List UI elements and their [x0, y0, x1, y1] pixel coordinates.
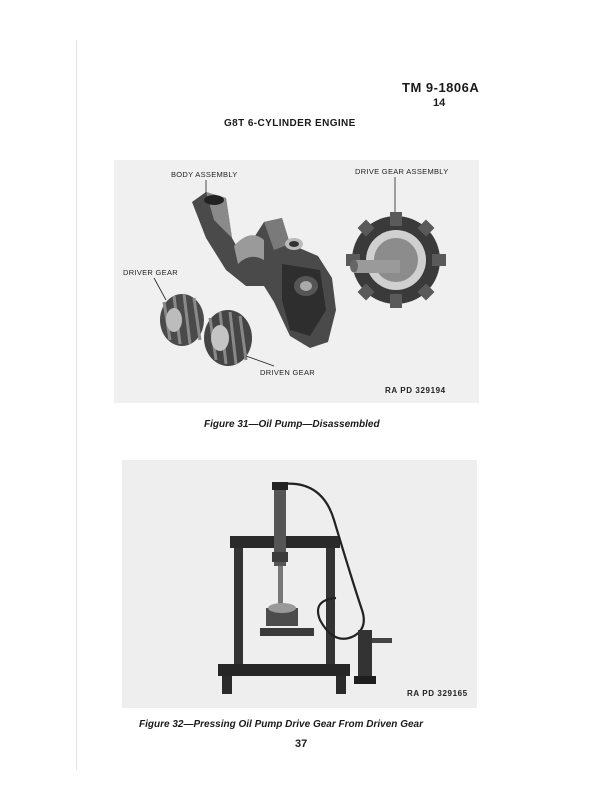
arbor-press-illustration: [122, 460, 477, 708]
driven-gear-illustration: [204, 310, 252, 366]
tm-number: TM 9-1806A: [402, 80, 480, 95]
hand-pump-illustration: [354, 630, 392, 684]
label-driver-gear: DRIVER GEAR: [123, 268, 178, 277]
gear-workpiece-illustration: [266, 603, 298, 626]
label-body-assembly: BODY ASSEMBLY: [171, 170, 238, 179]
driver-gear-illustration: [160, 294, 204, 346]
figure-32-caption: Figure 32—Pressing Oil Pump Drive Gear From Driven Gear: [139, 719, 423, 730]
figure-31-caption: Figure 31—Oil Pump—Disassembled: [204, 419, 380, 430]
label-drive-gear-assembly: DRIVE GEAR ASSEMBLY: [355, 167, 449, 176]
hydraulic-ram-illustration: [272, 482, 288, 606]
photo-code-32: RA PD 329165: [407, 689, 468, 698]
figure-31-photo: [114, 160, 479, 403]
drive-gear-assembly-illustration: [346, 212, 446, 308]
photo-code-31: RA PD 329194: [385, 386, 446, 395]
page-number: 37: [295, 738, 308, 750]
running-head: G8T 6-CYLINDER ENGINE: [224, 118, 356, 129]
figure-32-photo: [122, 460, 477, 708]
page-edge-rule: [76, 40, 77, 770]
oil-pump-parts-illustration: [114, 160, 479, 403]
section-number: 14: [433, 97, 446, 109]
label-driven-gear: DRIVEN GEAR: [260, 368, 315, 377]
